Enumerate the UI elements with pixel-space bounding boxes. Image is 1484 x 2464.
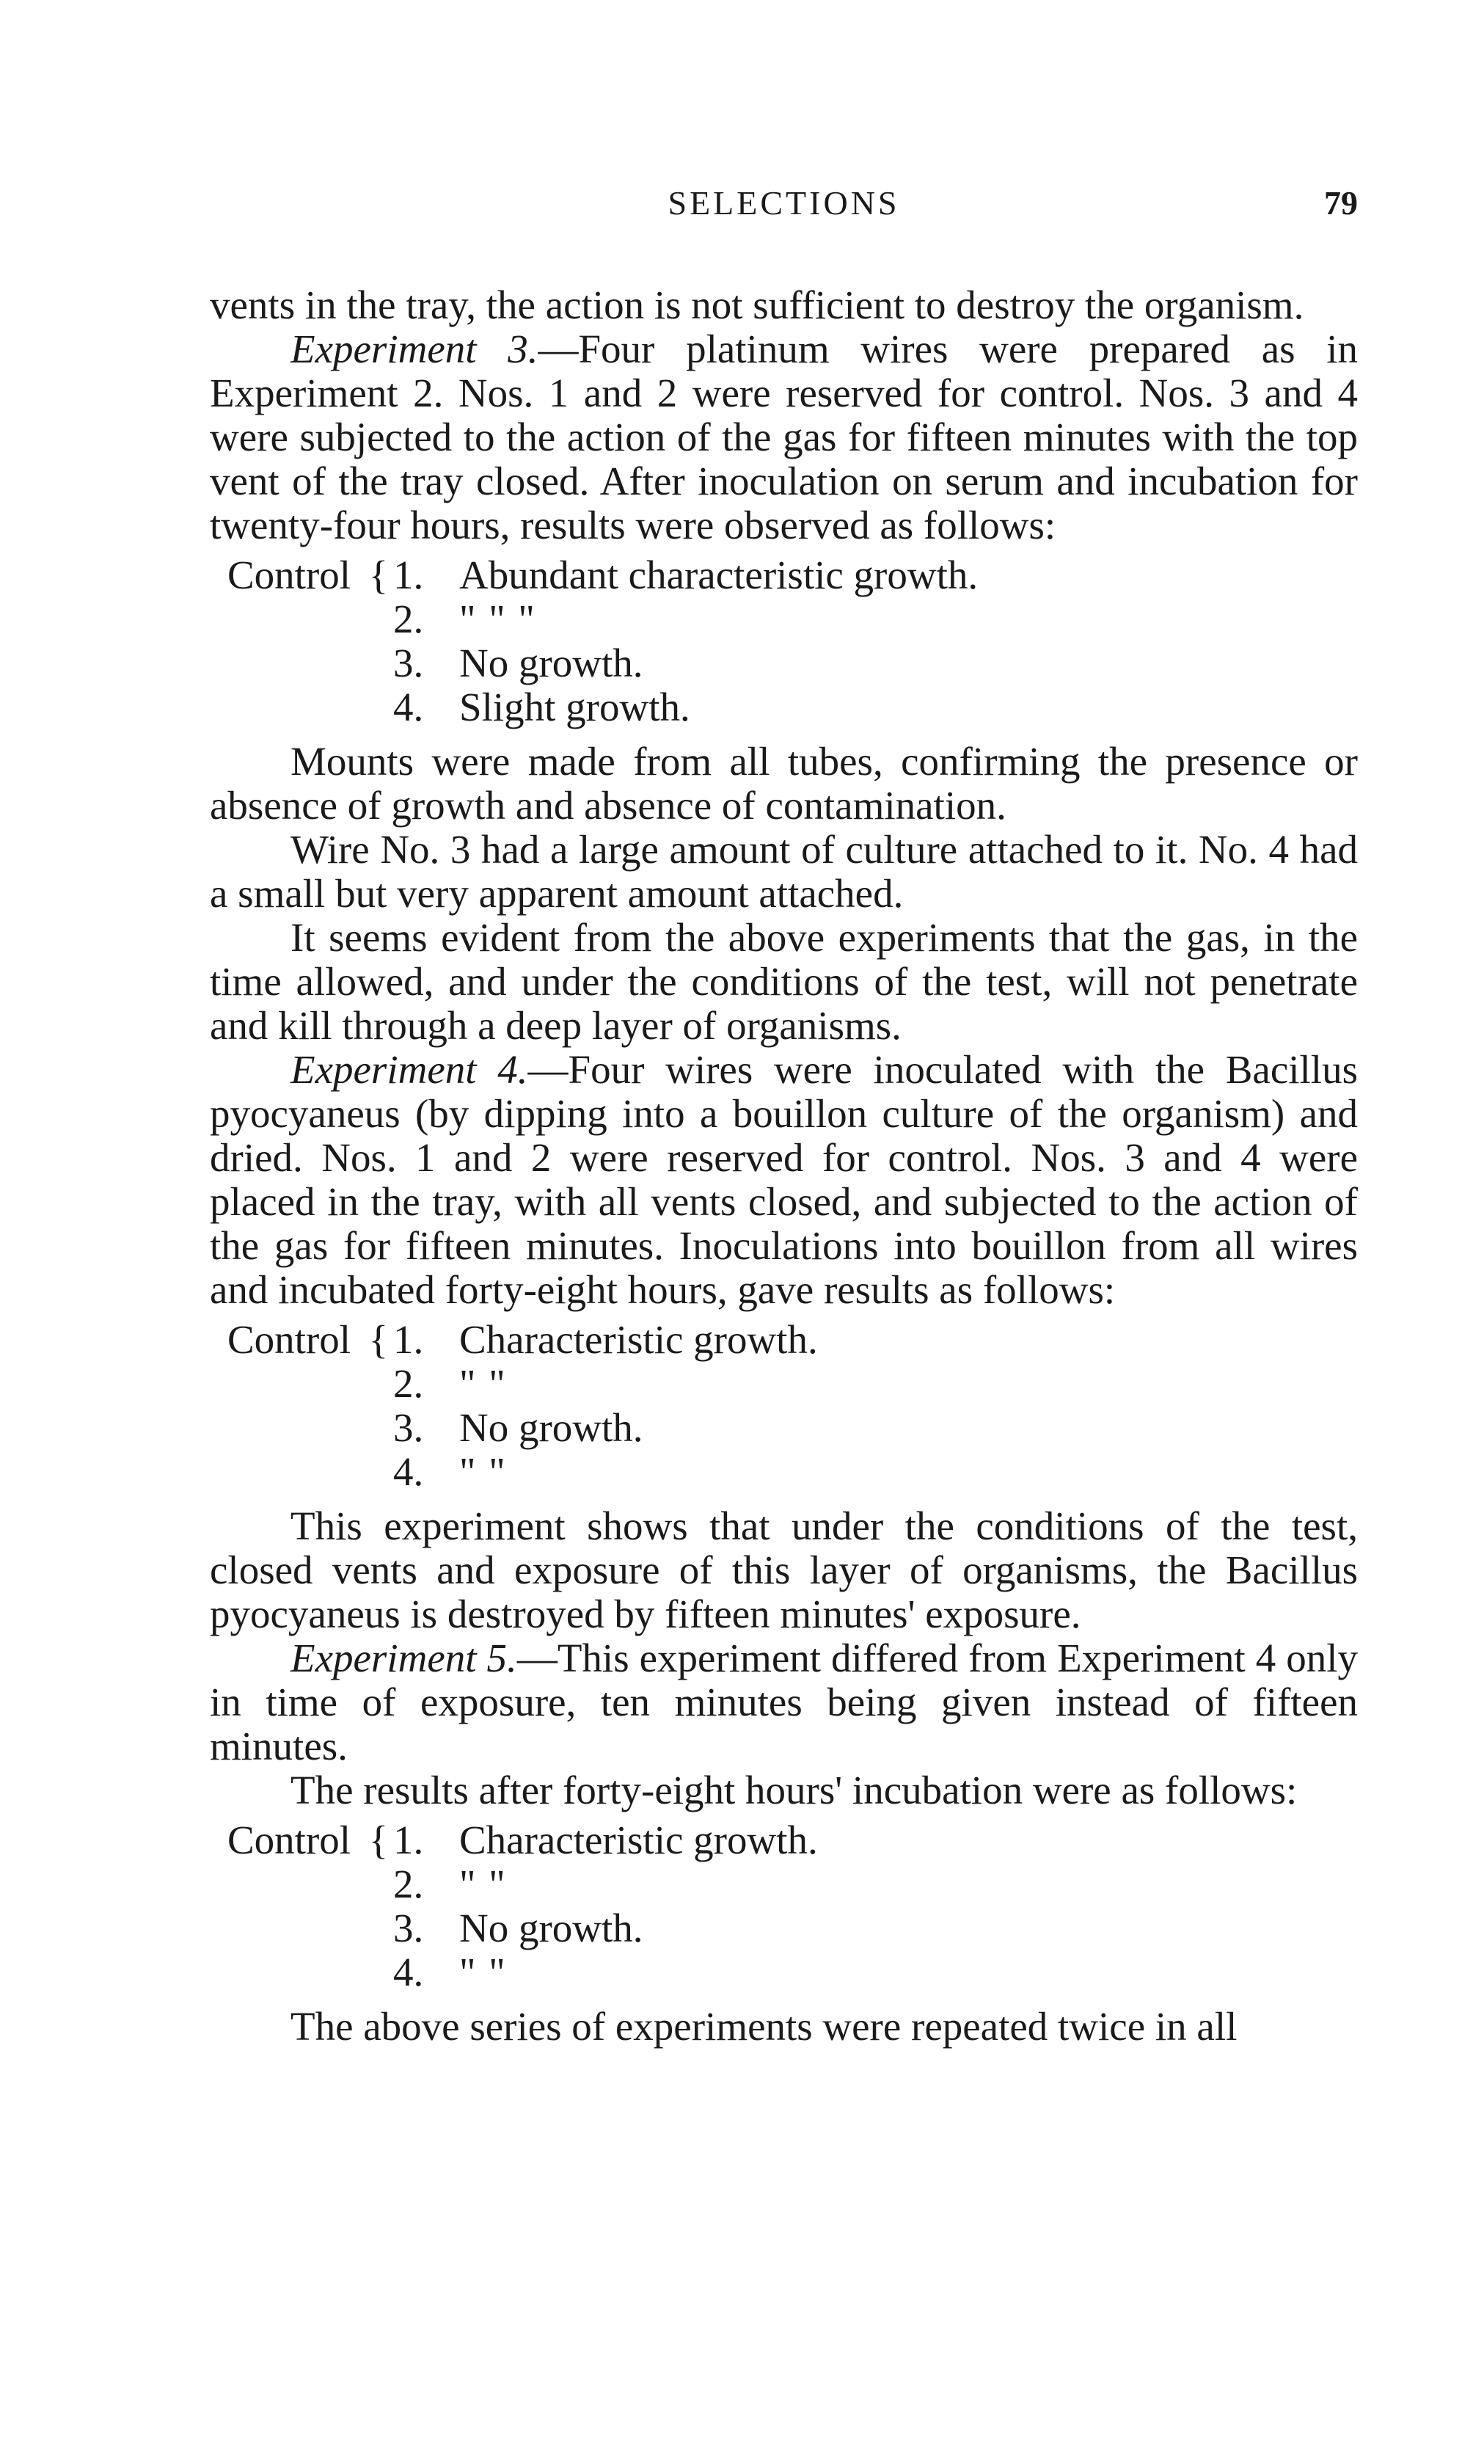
result-number: 1.	[393, 1818, 424, 1862]
result-row	[210, 597, 1358, 641]
result-text: Slight growth.	[459, 685, 690, 729]
result-number: 2.	[393, 597, 424, 641]
body-text	[210, 283, 1358, 2049]
result-number: 3.	[393, 1906, 424, 1950]
paragraph-final: The above series of experiments were repeated twice in all	[290, 2004, 1238, 2049]
result-text: " "	[459, 1361, 507, 1406]
result-row	[210, 1950, 1358, 1994]
result-number: 3.	[393, 641, 424, 685]
result-row	[210, 1318, 1358, 1362]
result-text: " " "	[459, 597, 536, 641]
result-text: No growth.	[459, 1906, 643, 1950]
results-table-experiment-4	[210, 1318, 1358, 1494]
control-label: Control	[227, 1317, 351, 1362]
result-text: Characteristic growth.	[459, 1818, 818, 1862]
paragraph-conclusion: It seems evident from the above experiments that the gas, in the time allowed, and under the conditions of the test, will not penetrate and kill through a deep layer of organisms.	[210, 915, 1358, 1048]
experiment-text: —Four platinum wires were prepared as in Experiment 2. Nos. 1 and 2 were reserved for control. Nos. 3 and 4 were subjected to the action of the gas for fifteen minutes with the top vent of the tray closed. After inoculation on serum and incubation for twenty-four hours, results were observed as follows:	[210, 327, 1359, 547]
brace: {	[368, 1818, 389, 1862]
paragraph-continuation: vents in the tray, the action is not sufficient to destroy the organism.	[210, 283, 1304, 327]
experiment-label: Experiment 3.	[290, 327, 538, 371]
result-number: 3.	[393, 1405, 424, 1450]
result-row	[210, 1406, 1358, 1450]
page-number: 79	[1324, 184, 1358, 222]
running-title: SELECTIONS	[668, 184, 900, 222]
running-head	[210, 183, 1358, 230]
result-number: 1.	[393, 1317, 424, 1362]
result-row	[210, 1362, 1358, 1406]
experiment-text: —This experiment differed from Experiment 4 only in time of exposure, ten minutes being given instead of fifteen minutes.	[210, 1636, 1359, 1768]
result-row	[210, 1906, 1358, 1950]
paragraph-results-intro: The results after forty-eight hours' incubation were as follows:	[290, 1768, 1298, 1812]
paragraph-mounts: Mounts were made from all tubes, confirming the presence or absence of growth and absence of contamination.	[210, 739, 1358, 828]
result-number: 4.	[393, 1449, 424, 1494]
result-row	[210, 1818, 1358, 1862]
paragraph-experiment-4-conclusion: This experiment shows that under the conditions of the test, closed vents and exposure of this layer of organisms, the Bacillus pyocyaneus is destroyed by fifteen minutes' exposure.	[210, 1503, 1358, 1636]
result-number: 1.	[393, 553, 424, 597]
result-text: No growth.	[459, 641, 643, 685]
result-row	[210, 553, 1358, 597]
result-number: 4.	[393, 1950, 424, 1994]
result-text: " "	[459, 1449, 507, 1494]
experiment-text: —Four wires were inoculated with the Bacillus pyocyaneus (by dipping into a bouillon culture of the organism) and dried. Nos. 1 and 2 were reserved for control. Nos. 3 and 4 were placed in the tray, with all vents closed, and subjected to the action of the gas for fifteen minutes. Inoculations into bouillon from all wires and incubated forty-eight hours, gave results as follows:	[210, 1047, 1358, 1312]
result-number: 4.	[393, 685, 424, 729]
result-row	[210, 1862, 1358, 1906]
control-label: Control	[227, 553, 351, 597]
brace: {	[368, 1317, 389, 1362]
experiment-label: Experiment 4.	[290, 1047, 528, 1092]
result-text: " "	[459, 1862, 507, 1906]
control-label: Control	[227, 1818, 351, 1862]
result-row	[210, 1450, 1358, 1494]
experiment-label: Experiment 5.	[290, 1636, 517, 1680]
paragraph-experiment-5	[210, 1636, 1358, 1768]
book-page	[210, 183, 1358, 2049]
result-text: Characteristic growth.	[459, 1317, 818, 1362]
paragraph-wire: Wire No. 3 had a large amount of culture attached to it. No. 4 had a small but very apparent amount attached.	[210, 827, 1358, 916]
results-table-experiment-3	[210, 553, 1358, 729]
result-text: No growth.	[459, 1405, 643, 1450]
result-text: " "	[459, 1950, 507, 1994]
result-row	[210, 685, 1358, 729]
result-row	[210, 641, 1358, 685]
brace: {	[368, 553, 389, 597]
paragraph-experiment-4	[210, 1048, 1358, 1312]
results-table-experiment-5	[210, 1818, 1358, 1994]
paragraph-experiment-3	[210, 327, 1358, 547]
result-number: 2.	[393, 1361, 424, 1406]
result-number: 2.	[393, 1862, 424, 1906]
result-text: Abundant characteristic growth.	[459, 553, 979, 597]
